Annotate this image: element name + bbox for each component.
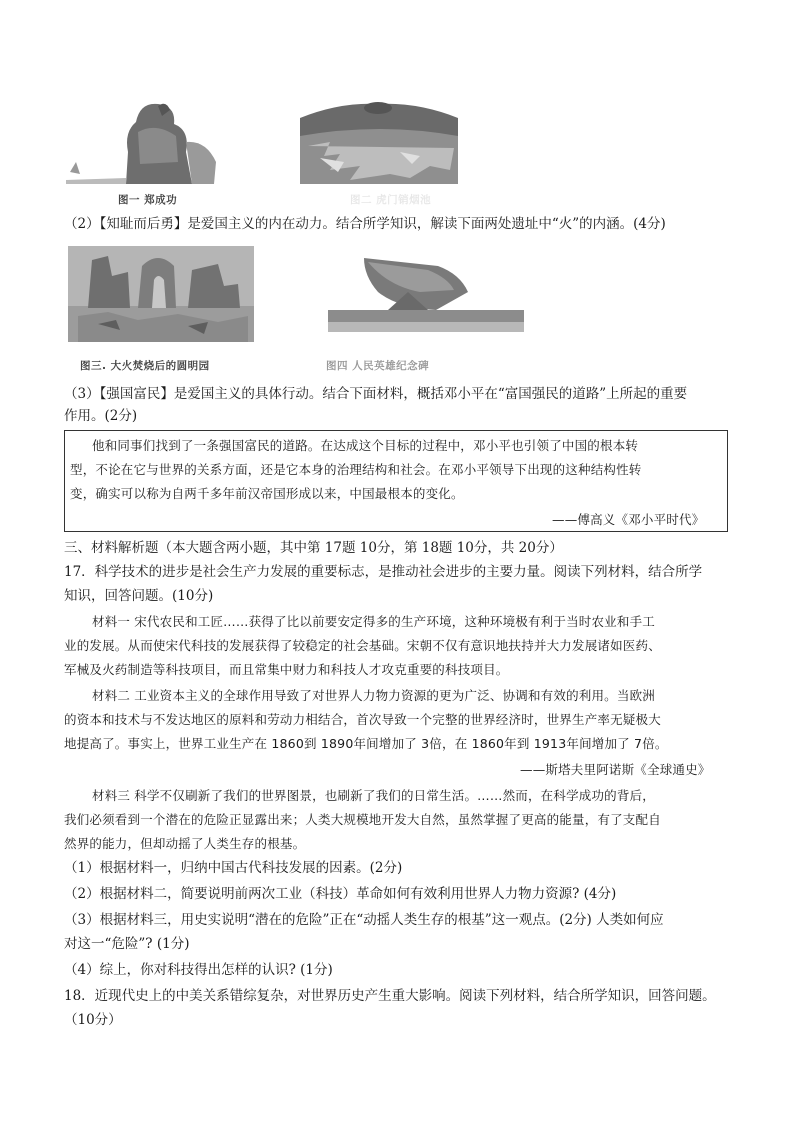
question-18-line1: 18．近现代史上的中美关系错综复杂，对世界历史产生重大影响。阅读下列材料，结合所学知识，回答问题。 bbox=[64, 988, 716, 1004]
material-3-line2: 我们必须看到一个潜在的危险正显露出来；人类大规模地开发大自然，虽然掌握了更高的能量，有了支配自 bbox=[64, 812, 661, 827]
figure1-caption: 图一 郑成功 bbox=[118, 194, 178, 206]
section-3-heading: 三、材料解析题（本大题含两小题，其中第 17题 10分，第 18题 10分，共 20分） bbox=[64, 540, 563, 556]
material-2-line3: 地提高了。事实上，世界工业生产在 1860到 1890年间增加了 3倍，在 1860年到 1913年间增加了 7倍。 bbox=[64, 736, 668, 751]
question-18-line2: （10分） bbox=[64, 1012, 122, 1028]
figure2-caption: 图二 虎门销烟池 bbox=[350, 194, 432, 206]
question-17-sub1: （1）根据材料一，归纳中国古代科技发展的因素。(2分) bbox=[64, 860, 403, 876]
quote-line-3: 变，确实可以称为自两千多年前汉帝国形成以来，中国最根本的变化。 bbox=[70, 486, 464, 501]
material-3-line1: 材料三 科学不仅刷新了我们的世界图景，也刷新了我们的日常生活。……然而，在科学成功的背后， bbox=[92, 788, 655, 803]
quote-source: ——傅高义《邓小平时代》 bbox=[552, 512, 705, 527]
question-17-line2: 知识，回答问题。(10分) bbox=[64, 588, 214, 604]
question-2-text: （2）【知耻而后勇】是爱国主义的内在动力。结合所学知识，解读下面两处遗址中“火”的内涵。(4分) bbox=[64, 216, 666, 232]
question-17-line1: 17．科学技术的进步是社会生产力发展的重要标志，是推动社会进步的主要力量。阅读下列材料，结合所学 bbox=[64, 564, 703, 580]
material-2-line1: 材料二 工业资本主义的全球作用导致了对世界人力物力资源的更为广泛、协调和有效的利用。当欧洲 bbox=[92, 688, 655, 703]
material-1-line1: 材料一 宋代农民和工匠……获得了比以前要安定得多的生产环境，这种环境极有利于当时农业和手工 bbox=[92, 614, 655, 629]
question-17-sub3-line2: 对这一“危险”? (1分) bbox=[64, 936, 190, 952]
material-2-line2: 的资本和技术与不发达地区的原料和劳动力相结合，首次导致一个完整的世界经济时，世界生产率无疑极大 bbox=[64, 712, 661, 727]
question-17-sub4: （4）综上，你对科技得出怎样的认识? (1分) bbox=[64, 962, 333, 978]
material-2-source: ——斯塔夫里阿诺斯《全球通史》 bbox=[520, 762, 711, 777]
quote-line-2: 型，不论在它与世界的关系方面，还是它本身的治理结构和社会。在邓小平领导下出现的这种结构性转 bbox=[70, 462, 642, 477]
figure3-caption: 图三. 大火焚烧后的圆明园 bbox=[80, 360, 210, 372]
figure2-photo bbox=[300, 96, 458, 188]
material-3-line3: 然界的能力，但却动摇了人类生存的根基。 bbox=[64, 836, 306, 851]
material-1-line2: 业的发展。从而使宋代科技的发展获得了较稳定的社会基础。宋朝不仅有意识地扶持并大力发展诸如医药、 bbox=[64, 638, 661, 653]
question-17-sub2: （2）根据材料二，简要说明前两次工业（科技）革命如何有效利用世界人力物力资源? (4分) bbox=[64, 886, 617, 902]
material-1-line3: 军械及火药制造等科技项目，而且常集中财力和科技人才攻克重要的科技项目。 bbox=[64, 662, 509, 677]
figure3-photo bbox=[68, 246, 254, 342]
question-3-text-line1: （3）【强国富民】是爱国主义的具体行动。结合下面材料，概括邓小平在“富国强民的道路”上所起的重要 bbox=[64, 386, 688, 402]
figure1-photo bbox=[66, 92, 244, 184]
figure4-photo bbox=[328, 252, 524, 346]
quote-line-1: 他和同事们找到了一条强国富民的道路。在达成这个目标的过程中，邓小平也引领了中国的根本转 bbox=[92, 438, 639, 453]
figure4-caption: 图四 人民英雄纪念碑 bbox=[326, 360, 430, 372]
question-3-text-line2: 作用。(2分) bbox=[64, 408, 138, 424]
question-17-sub3-line1: （3）根据材料三，用史实说明“潜在的危险”正在“动摇人类生存的根基”这一观点。(2分) 人类如何应 bbox=[64, 912, 664, 928]
